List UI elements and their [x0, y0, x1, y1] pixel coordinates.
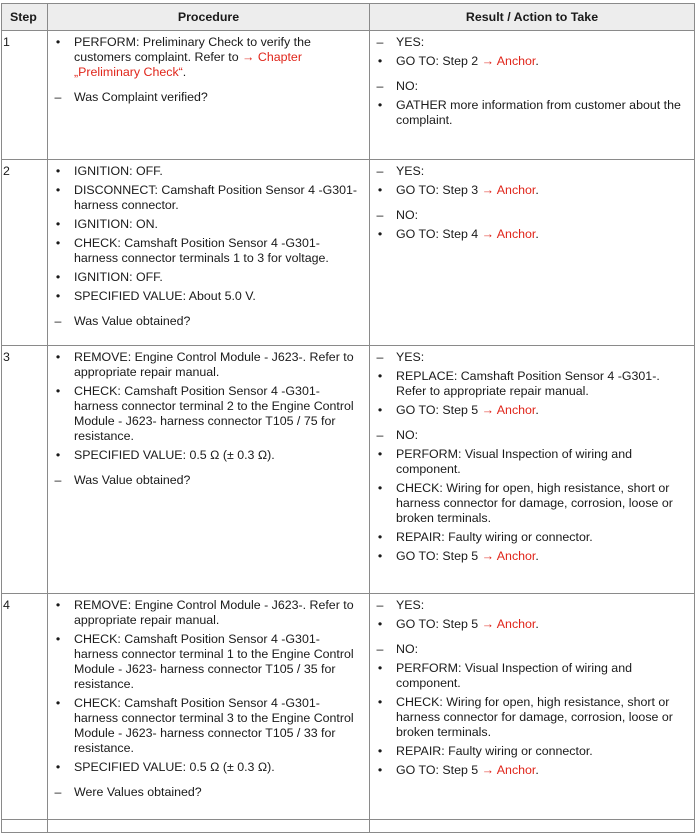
procedure-cell: [48, 31, 370, 160]
bullet-marker: •: [55, 760, 61, 774]
item-text: GO TO: Step 5: [396, 403, 482, 417]
bullet-item: [372, 744, 688, 759]
bullet-marker: •: [377, 227, 383, 241]
item-text: NO:: [396, 79, 419, 93]
dash-marker: –: [376, 208, 384, 222]
dash-item: [372, 164, 688, 179]
bullet-marker: •: [377, 369, 383, 383]
item-text: NO:: [396, 642, 419, 656]
item-suffix: .: [182, 65, 187, 79]
procedure-cell: [48, 594, 370, 820]
item-text: Was Value obtained?: [74, 473, 191, 487]
anchor-link[interactable]: → Anchor: [481, 54, 536, 68]
item-text: GATHER more information from customer about the complaint.: [396, 98, 681, 127]
bullet-item: [372, 530, 688, 545]
bullet-item: [50, 164, 363, 179]
item-text: PERFORM: Preliminary Check to verify the customers complaint. Refer to: [74, 35, 311, 64]
item-text: PERFORM: Visual Inspection of wiring and component.: [396, 661, 632, 690]
result-cell: [370, 160, 695, 346]
table-row: [2, 594, 695, 820]
result-cell: [370, 31, 695, 160]
bullet-item: [50, 236, 363, 266]
table-row-partial: [2, 820, 695, 833]
anchor-link[interactable]: → Anchor: [481, 403, 536, 417]
dash-marker: –: [376, 164, 384, 178]
bullet-marker: •: [377, 661, 383, 675]
item-text: PERFORM: Visual Inspection of wiring and component.: [396, 447, 632, 476]
item-text: YES:: [396, 598, 425, 612]
bullet-marker: •: [377, 481, 383, 495]
anchor-link[interactable]: → Anchor: [481, 227, 536, 241]
bullet-marker: •: [55, 236, 61, 250]
bullet-item: [372, 98, 688, 128]
item-text: GO TO: Step 5: [396, 549, 482, 563]
dash-item: [50, 785, 363, 800]
item-text: NO:: [396, 428, 419, 442]
dash-item: [372, 598, 688, 613]
bullet-marker: •: [377, 617, 383, 631]
item-text: SPECIFIED VALUE: About 5.0 V.: [74, 289, 256, 303]
item-text: REMOVE: Engine Control Module - J623-. Refer to appropriate repair manual.: [74, 598, 354, 627]
header-result: Result / Action to Take: [370, 4, 695, 31]
dash-item: [372, 35, 688, 50]
anchor-link[interactable]: → Anchor: [481, 549, 536, 563]
bullet-item: [372, 763, 688, 778]
item-text: GO TO: Step 5: [396, 763, 482, 777]
bullet-item: [50, 632, 363, 692]
table-row: [2, 160, 695, 346]
bullet-item: [50, 35, 363, 80]
bullet-marker: •: [55, 448, 61, 462]
dash-marker: –: [376, 350, 384, 364]
bullet-marker: •: [55, 164, 61, 178]
bullet-item: [372, 447, 688, 477]
bullet-item: [50, 270, 363, 285]
result-cell: [370, 346, 695, 594]
bullet-item: [372, 617, 688, 632]
bullet-item: [50, 598, 363, 628]
item-text: NO:: [396, 208, 419, 222]
bullet-marker: •: [377, 744, 383, 758]
bullet-marker: •: [55, 598, 61, 612]
bullet-item: [372, 549, 688, 564]
bullet-item: [50, 217, 363, 232]
bullet-item: [50, 183, 363, 213]
procedure-list: [50, 164, 363, 329]
bullet-marker: •: [377, 183, 383, 197]
item-text: CHECK: Camshaft Position Sensor 4 -G301- harness connector terminal 3 to the Engine Control Module - J623- harness connector T105 / 33 for resistance.: [74, 696, 354, 755]
dash-item: [50, 473, 363, 488]
item-text: IGNITION: OFF.: [74, 164, 163, 178]
procedure-table: [1, 3, 695, 833]
item-text: GO TO: Step 2: [396, 54, 482, 68]
dash-item: [372, 350, 688, 365]
dash-marker: –: [54, 473, 62, 487]
item-text: GO TO: Step 3: [396, 183, 482, 197]
result-list: [372, 598, 688, 778]
bullet-marker: •: [55, 35, 61, 49]
dash-item: [372, 428, 688, 443]
item-text: CHECK: Camshaft Position Sensor 4 -G301- harness connector terminals 1 to 3 for voltage.: [74, 236, 329, 265]
table-row: [2, 346, 695, 594]
item-text: YES:: [396, 35, 425, 49]
dash-marker: –: [376, 79, 384, 93]
item-text: REMOVE: Engine Control Module - J623-. Refer to appropriate repair manual.: [74, 350, 354, 379]
bullet-marker: •: [55, 350, 61, 364]
result-list: [372, 35, 688, 128]
header-procedure: Procedure: [48, 4, 370, 31]
item-suffix: .: [535, 54, 539, 68]
bullet-item: [50, 696, 363, 756]
item-text: CHECK: Camshaft Position Sensor 4 -G301- harness connector terminal 2 to the Engine Control Module - J623- harness connector T105 / 75 for resistance.: [74, 384, 354, 443]
bullet-item: [50, 760, 363, 775]
item-text: YES:: [396, 350, 425, 364]
bullet-marker: •: [55, 384, 61, 398]
item-text: SPECIFIED VALUE: 0.5 Ω (± 0.3 Ω).: [74, 448, 275, 462]
step-number: 3: [2, 346, 48, 594]
bullet-marker: •: [377, 530, 383, 544]
item-text: Were Values obtained?: [74, 785, 202, 799]
bullet-marker: •: [377, 695, 383, 709]
item-suffix: .: [535, 549, 539, 563]
item-text: DISCONNECT: Camshaft Position Sensor 4 -G301- harness connector.: [74, 183, 358, 212]
bullet-marker: •: [377, 447, 383, 461]
bullet-item: [372, 695, 688, 740]
anchor-link[interactable]: → Anchor: [481, 183, 536, 197]
header-row: [2, 4, 695, 31]
result-list: [372, 164, 688, 242]
bullet-marker: •: [55, 696, 61, 710]
step-number: 4: [2, 594, 48, 820]
dash-item: [50, 314, 363, 329]
bullet-item: [372, 403, 688, 418]
result-list: [372, 350, 688, 564]
bullet-marker: •: [55, 183, 61, 197]
item-suffix: .: [535, 183, 539, 197]
bullet-item: [372, 481, 688, 526]
item-text: REPAIR: Faulty wiring or connector.: [396, 530, 593, 544]
bullet-marker: •: [377, 54, 383, 68]
bullet-item: [50, 384, 363, 444]
anchor-link[interactable]: → Anchor: [481, 617, 536, 631]
item-suffix: .: [535, 617, 539, 631]
dash-marker: –: [54, 785, 62, 799]
item-text: IGNITION: ON.: [74, 217, 158, 231]
dash-marker: –: [376, 598, 384, 612]
dash-marker: –: [376, 428, 384, 442]
item-text: CHECK: Camshaft Position Sensor 4 -G301- harness connector terminal 1 to the Engine Control Module - J623- harness connector T105 / 35 for resistance.: [74, 632, 354, 691]
step-number: 1: [2, 31, 48, 160]
procedure-list: [50, 35, 363, 105]
bullet-marker: •: [55, 217, 61, 231]
dash-marker: –: [376, 642, 384, 656]
bullet-item: [372, 183, 688, 198]
item-text: CHECK: Wiring for open, high resistance, short or harness connector for damage, corrosion, loose or broken terminals.: [396, 695, 673, 739]
bullet-item: [50, 350, 363, 380]
dash-marker: –: [54, 314, 62, 328]
item-text: REPLACE: Camshaft Position Sensor 4 -G301-. Refer to appropriate repair manual.: [396, 369, 660, 398]
bullet-item: [372, 227, 688, 242]
procedure-cell: [48, 160, 370, 346]
bullet-marker: •: [377, 403, 383, 417]
anchor-link[interactable]: → Chapter „Preliminary Check“: [74, 50, 302, 79]
item-text: REPAIR: Faulty wiring or connector.: [396, 744, 593, 758]
item-text: YES:: [396, 164, 425, 178]
bullet-marker: •: [377, 98, 383, 112]
bullet-marker: •: [377, 763, 383, 777]
dash-item: [372, 79, 688, 94]
dash-item: [372, 208, 688, 223]
bullet-marker: •: [55, 270, 61, 284]
dash-item: [50, 90, 363, 105]
item-text: CHECK: Wiring for open, high resistance, short or harness connector for damage, corrosion, loose or broken terminals.: [396, 481, 673, 525]
header-step: Step: [2, 4, 48, 31]
bullet-marker: •: [377, 549, 383, 563]
item-text: SPECIFIED VALUE: 0.5 Ω (± 0.3 Ω).: [74, 760, 275, 774]
bullet-item: [50, 448, 363, 463]
anchor-link[interactable]: → Anchor: [481, 763, 536, 777]
bullet-marker: •: [55, 289, 61, 303]
bullet-item: [372, 54, 688, 69]
dash-item: [372, 642, 688, 657]
procedure-list: [50, 598, 363, 800]
dash-marker: –: [54, 90, 62, 104]
bullet-item: [372, 661, 688, 691]
procedure-cell: [48, 346, 370, 594]
item-text: GO TO: Step 4: [396, 227, 482, 241]
item-text: GO TO: Step 5: [396, 617, 482, 631]
item-text: Was Complaint verified?: [74, 90, 208, 104]
item-text: IGNITION: OFF.: [74, 270, 163, 284]
step-number: 2: [2, 160, 48, 346]
item-suffix: .: [535, 763, 539, 777]
bullet-item: [50, 289, 363, 304]
item-suffix: .: [535, 403, 539, 417]
dash-marker: –: [376, 35, 384, 49]
item-suffix: .: [535, 227, 539, 241]
table-row: [2, 31, 695, 160]
result-cell: [370, 594, 695, 820]
bullet-marker: •: [55, 632, 61, 646]
bullet-item: [372, 369, 688, 399]
procedure-list: [50, 350, 363, 488]
item-text: Was Value obtained?: [74, 314, 191, 328]
